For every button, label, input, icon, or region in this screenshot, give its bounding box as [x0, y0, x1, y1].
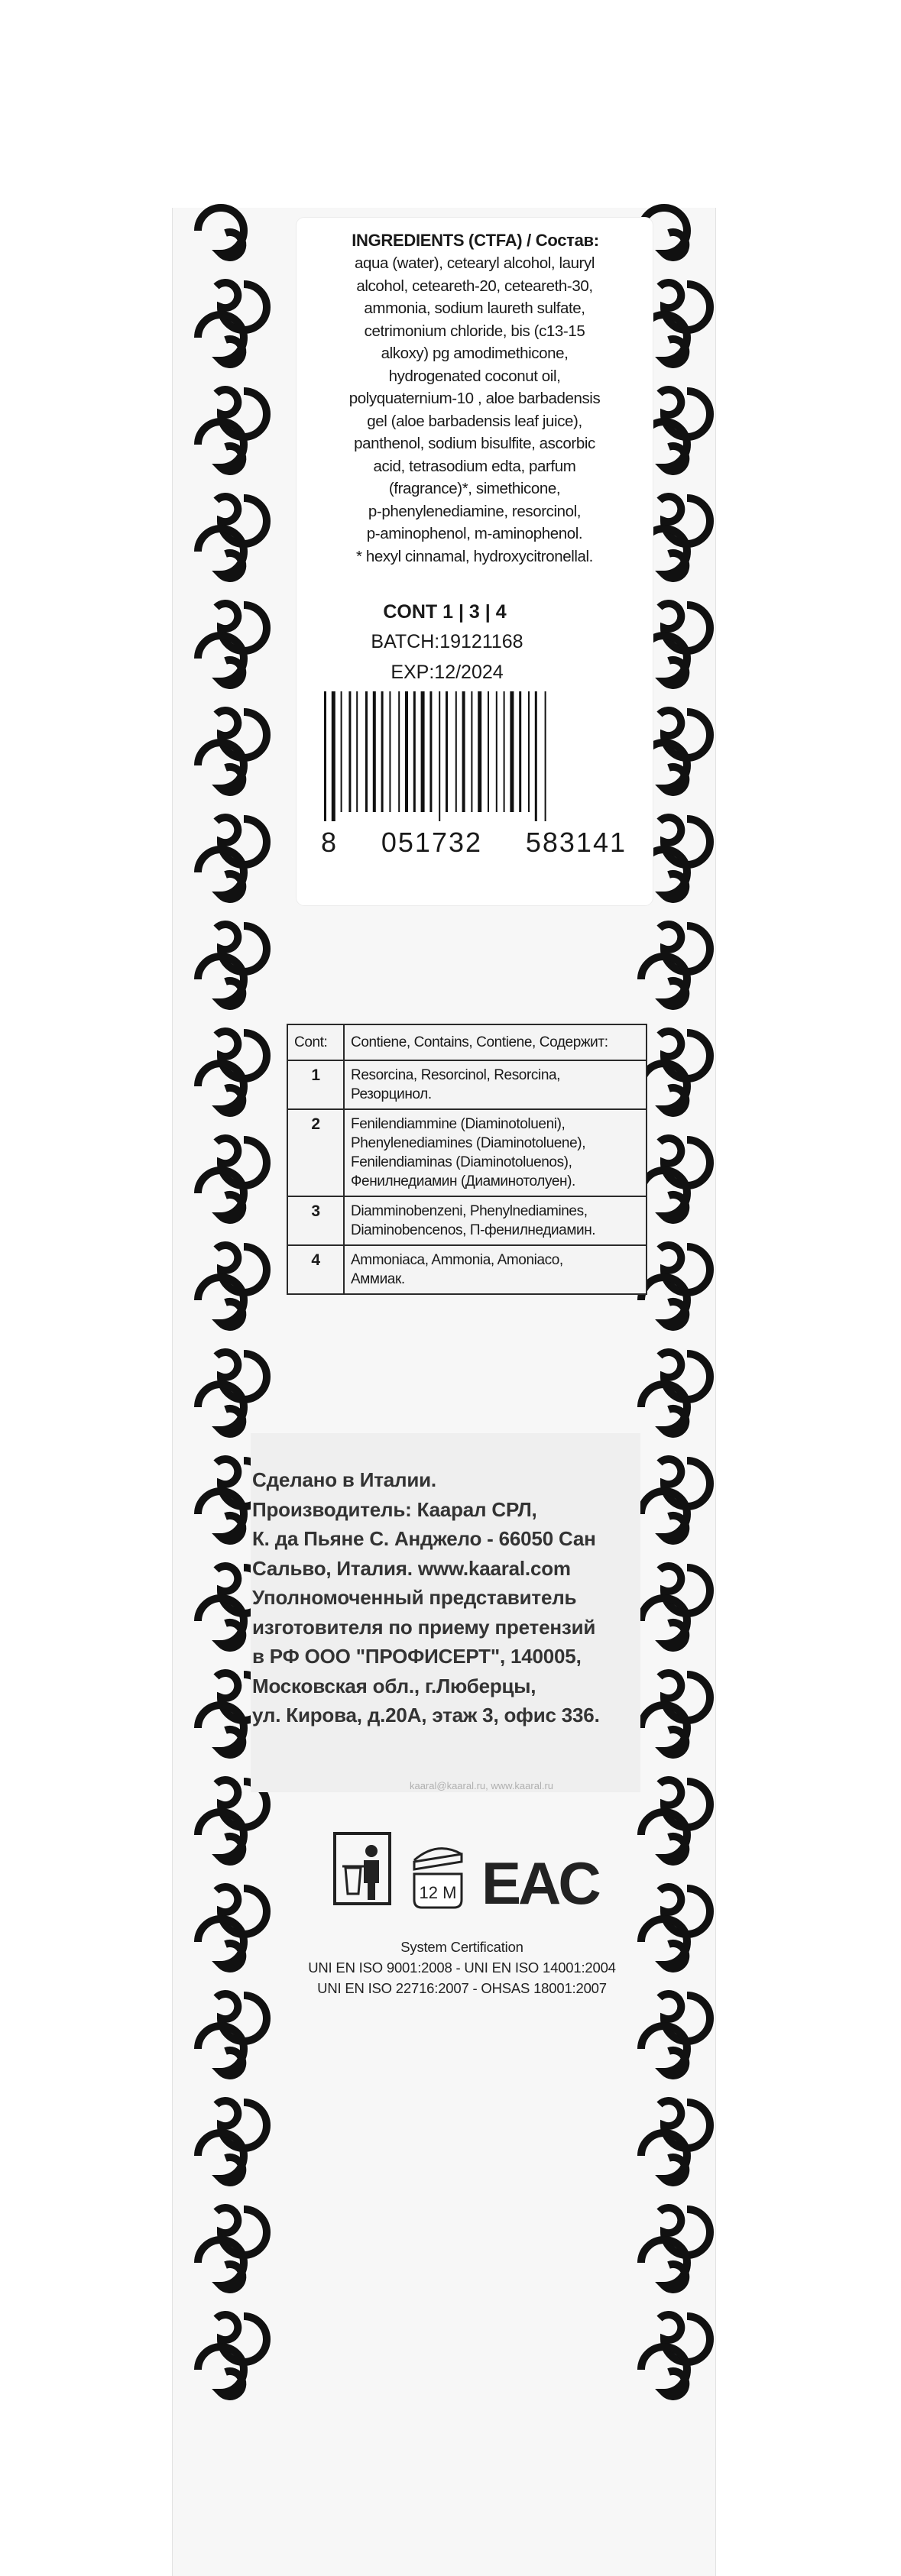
barcode-digit-group: 051732	[381, 827, 483, 858]
swirl-pattern-left	[177, 208, 265, 2377]
ingredients-list	[297, 252, 653, 568]
swirl-loop	[198, 315, 244, 364]
barcode-bar	[332, 691, 335, 821]
ingredient-line: p-phenylenediamine, resorcinol,	[368, 502, 582, 520]
swirl-loop	[198, 1063, 244, 1113]
row-number: 3	[287, 1196, 344, 1245]
swirl-loop	[198, 1598, 244, 1648]
manufacturer-line: Сальво, Италия. www.kaaral.com	[252, 1556, 571, 1580]
barcode-digit-group: 583141	[525, 827, 627, 858]
barcode-bar	[446, 691, 448, 812]
barcode-bar	[462, 691, 465, 812]
row-line: Fenilendiaminas (Diaminotoluenos),	[351, 1154, 572, 1170]
barcode-bar	[535, 691, 537, 821]
certification-line: UNI EN ISO 22716:2007 - OHSAS 18001:2007	[317, 1980, 607, 1996]
row-line: Diamminobenzeni, Phenylnediamines,	[351, 1203, 588, 1219]
barcode-digit-prefix: 8	[321, 827, 339, 858]
swirl-loop	[641, 2240, 687, 2290]
barcode-bar	[496, 691, 497, 812]
swirl-loop	[198, 529, 244, 578]
swirl-loop	[198, 2240, 244, 2290]
batch-number: BATCH:19121168	[371, 631, 523, 652]
swirl-loop	[198, 956, 244, 1006]
swirl-loop	[641, 2026, 687, 2076]
barcode-bar	[405, 691, 408, 812]
barcode	[321, 691, 627, 821]
barcode-bar	[373, 691, 376, 812]
row-line: Аммиак.	[351, 1271, 405, 1287]
barcode-number	[321, 827, 627, 859]
swirl-loop	[198, 743, 244, 792]
barcode-bar	[504, 691, 505, 812]
swirl-loop	[198, 1491, 244, 1541]
barcode-bar	[471, 691, 472, 812]
row-number: 4	[287, 1245, 344, 1294]
swirl-loop	[198, 1170, 244, 1220]
table-row	[287, 1245, 647, 1294]
certification-title: System Certification	[400, 1939, 523, 1955]
barcode-bar	[413, 691, 416, 812]
ingredient-line: alcohol, ceteareth-20, ceteareth-30,	[356, 277, 593, 295]
manufacturer-info	[252, 1465, 650, 1730]
pao-label: 12 M	[419, 1883, 457, 1902]
swirl-loop	[198, 2026, 244, 2076]
manufacturer-line: изготовителя по приему претензий	[252, 1615, 596, 1639]
row-line: Fenilendiammine (Diaminotolueni),	[351, 1116, 566, 1132]
swirl-loop	[198, 422, 244, 471]
ingredient-line: aqua (water), cetearyl alcohol, lauryl	[354, 254, 595, 272]
swirl-loop	[198, 1705, 244, 1755]
ingredients-title: INGREDIENTS (CTFA) / Состав:	[352, 231, 599, 250]
swirl-loop	[198, 1384, 244, 1434]
ingredient-line: ammonia, sodium laureth sulfate,	[364, 299, 585, 317]
barcode-bar	[356, 691, 358, 812]
swirl-loop	[641, 1170, 687, 1220]
row-number: 2	[287, 1109, 344, 1196]
manufacturer-line: ул. Кирова, д.20А, этаж 3, офис 336.	[252, 1704, 600, 1727]
barcode-bar	[510, 691, 514, 812]
row-number: 1	[287, 1060, 344, 1109]
barcode-bar	[545, 691, 546, 821]
row-line: Phenylenediamines (Diaminotoluene),	[351, 1135, 586, 1151]
ingredient-line: hydrogenated coconut oil,	[388, 367, 561, 385]
barcode-bar	[365, 691, 368, 812]
manufacturer-line: в РФ ООО "ПРОФИСЕРТ", 140005,	[252, 1645, 582, 1668]
swirl-loop	[198, 1277, 244, 1327]
table-header-cell: Cont:	[287, 1024, 344, 1060]
row-line: Резорцинол.	[351, 1086, 432, 1102]
row-line: Resorcina, Resorcinol, Resorcina,	[351, 1067, 561, 1083]
ingredient-line: (fragrance)*, simethicone,	[388, 480, 561, 497]
ingredient-line: panthenol, sodium bisulfite, ascorbic	[354, 435, 595, 452]
barcode-bar	[528, 691, 530, 812]
system-certification	[254, 1937, 670, 1998]
expiry-date: EXP:12/2024	[391, 662, 504, 683]
eac-mark-icon: EAC	[481, 1849, 598, 1917]
row-text	[344, 1109, 647, 1196]
manufacturer-line: Уполномоченный представитель	[252, 1586, 577, 1609]
ingredient-line: p-aminophenol, m-aminophenol.	[366, 525, 583, 542]
ingredient-line: acid, tetrasodium edta, parfum	[373, 457, 576, 475]
swirl-loop	[198, 849, 244, 899]
barcode-bar	[421, 691, 425, 812]
swirl-loop	[641, 956, 687, 1006]
manufacturer-line: Производитель: Каарал СРЛ,	[252, 1497, 537, 1521]
row-text	[344, 1060, 647, 1109]
swirl-loop	[198, 1919, 244, 1969]
cont-label: CONT 1 | 3 | 4	[383, 601, 507, 623]
swirl-loop	[641, 1277, 687, 1327]
row-text	[344, 1196, 647, 1245]
swirl-loop	[198, 1812, 244, 1862]
manufacturer-line: Московская обл., г.Люберцы,	[252, 1674, 536, 1697]
row-line: Фенилнедиамин (Диаминотолуен).	[351, 1173, 575, 1189]
swirl-loop	[641, 1384, 687, 1434]
ingredient-line: polyquaternium-10 , aloe barbadensis	[348, 390, 601, 407]
barcode-bar	[324, 691, 326, 821]
table-header-cell: Contiene, Contains, Contiene, Содержит:	[344, 1024, 647, 1060]
swirl-loop	[641, 1812, 687, 1862]
contains-table	[287, 1024, 647, 1295]
contact-email: kaaral@kaaral.ru, www.kaaral.ru	[409, 1780, 554, 1791]
barcode-bar	[455, 691, 457, 812]
table-row	[287, 1196, 647, 1245]
swirl-loop	[198, 208, 244, 257]
barcode-bar	[519, 691, 521, 812]
barcode-bar	[381, 691, 384, 812]
table-row	[287, 1109, 647, 1196]
swirl-loop	[641, 2133, 687, 2183]
ingredient-line: gel (aloe barbadensis leaf juice),	[367, 412, 582, 430]
manufacturer-line: К. да Пьяне С. Анджело - 66050 Сан	[252, 1527, 596, 1550]
manufacturer-line: Сделано в Италии.	[252, 1468, 436, 1491]
ingredient-line: cetrimonium chloride, bis (c13-15	[364, 322, 585, 340]
trash-bin-icon	[335, 1833, 390, 1904]
pao-jar-icon	[414, 1849, 462, 1908]
barcode-bar	[488, 691, 489, 812]
row-text	[344, 1245, 647, 1294]
symbols-row	[329, 1830, 598, 1921]
swirl-loop	[198, 2133, 244, 2183]
barcode-bar	[398, 691, 400, 812]
barcode-bar	[439, 691, 440, 821]
barcode-bar	[389, 691, 391, 812]
barcode-bar	[341, 691, 342, 812]
table-row	[287, 1060, 647, 1109]
row-line: Ammoniaca, Ammonia, Amoniaco,	[351, 1252, 563, 1268]
swirl-loop	[641, 1063, 687, 1113]
barcode-bar	[348, 691, 351, 812]
ingredient-line: alkoxy) pg amodimethicone,	[381, 345, 569, 362]
row-line: Diaminobencenos, П-фенилнедиамин.	[351, 1222, 596, 1238]
table-header-row	[287, 1024, 647, 1060]
barcode-bar	[429, 691, 432, 812]
swirl-loop	[198, 636, 244, 685]
ingredient-line: * hexyl cinnamal, hydroxycitronellal.	[356, 547, 593, 565]
certification-line: UNI EN ISO 9001:2008 - UNI EN ISO 14001:2004	[308, 1960, 616, 1976]
barcode-bar	[478, 691, 481, 812]
